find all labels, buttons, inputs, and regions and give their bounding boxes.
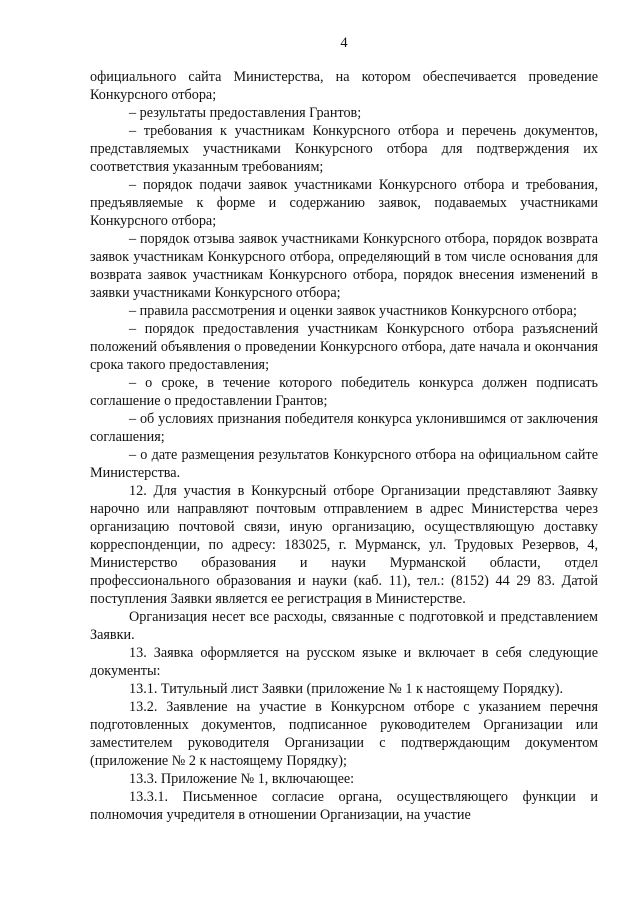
paragraph-section-13: 13. Заявка оформляется на русском языке и включает в себя следующие документы: — [90, 645, 598, 679]
list-item-application-procedure: – порядок подачи заявок участниками Конкурсного отбора и требования, предъявляемые к форме и содержанию заявок, подаваемых участниками Конкурсного отбора; — [90, 177, 598, 229]
page-number: 4 — [340, 35, 348, 51]
list-item-winner-evasion: – об условиях признания победителя конкурса уклонившимся от заключения соглашения; — [90, 411, 598, 445]
paragraph-section-13-3: 13.3. Приложение № 1, включающее: — [129, 771, 355, 787]
list-item-grant-results: – результаты предоставления Грантов; — [129, 105, 362, 121]
paragraph-expenses: Организация несет все расходы, связанные с подготовкой и представлением Заявки. — [90, 609, 598, 643]
list-item-signing-deadline: – о сроке, в течение которого победитель конкурса должен подписать соглашение о предоставлении Грантов; — [90, 375, 598, 409]
paragraph-section-12: 12. Для участия в Конкурсный отборе Организации представляют Заявку нарочно или направляют почтовым отправлением в адрес Министерства через организацию почтовой связи, иную организацию, осуществляющую доставку корреспонденции, по адресу: 183025, г. Мурманск, ул. Трудовых Резервов, 4, Министерство образования и науки Мурманской области, отдел профессионального образования и науки (каб. 11), тел.: (8152) 44 29 83. Датой поступления Заявки является ее регистрация в Министерстве. — [90, 483, 598, 607]
paragraph-section-13-3-1: 13.3.1. Письменное согласие органа, осуществляющего функции и полномочия учредителя в отношении Организации, на участие — [90, 789, 598, 823]
paragraph-section-13-2: 13.2. Заявление на участие в Конкурсном отборе с указанием перечня подготовленных документов, подписанное руководителем Организации или заместителем руководителя Организации с подтверждающим документом (приложение № 2 к настоящему Порядку); — [90, 699, 598, 769]
list-item-clarification-procedure: – порядок предоставления участникам Конкурсного отбора разъяснений положений объявления о проведении Конкурсного отбора, дате начала и окончания срока такого предоставления; — [90, 321, 598, 373]
list-item-results-publication: – о дате размещения результатов Конкурсного отбора на официальном сайте Министерства. — [90, 447, 598, 481]
paragraph-site-continuation: официального сайта Министерства, на котором обеспечивается проведение Конкурсного отбора; — [90, 69, 598, 103]
list-item-evaluation-rules: – правила рассмотрения и оценки заявок участников Конкурсного отбора; — [129, 303, 577, 319]
document-body — [90, 68, 598, 824]
list-item-application-withdrawal: – порядок отзыва заявок участниками Конкурсного отбора, порядок возврата заявок участникам Конкурсного отбора, определяющий в том числе основания для возврата заявок участникам Конкурсного отбора, порядок внесения изменений в заявки участниками Конкурсного отбора; — [90, 231, 598, 301]
list-item-participant-requirements: – требования к участникам Конкурсного отбора и перечень документов, представляемых участниками Конкурсного отбора для подтверждения их соответствия указанным требованиям; — [90, 123, 598, 175]
paragraph-section-13-1: 13.1. Титульный лист Заявки (приложение № 1 к настоящему Порядку). — [129, 681, 564, 697]
document-page — [90, 0, 598, 905]
